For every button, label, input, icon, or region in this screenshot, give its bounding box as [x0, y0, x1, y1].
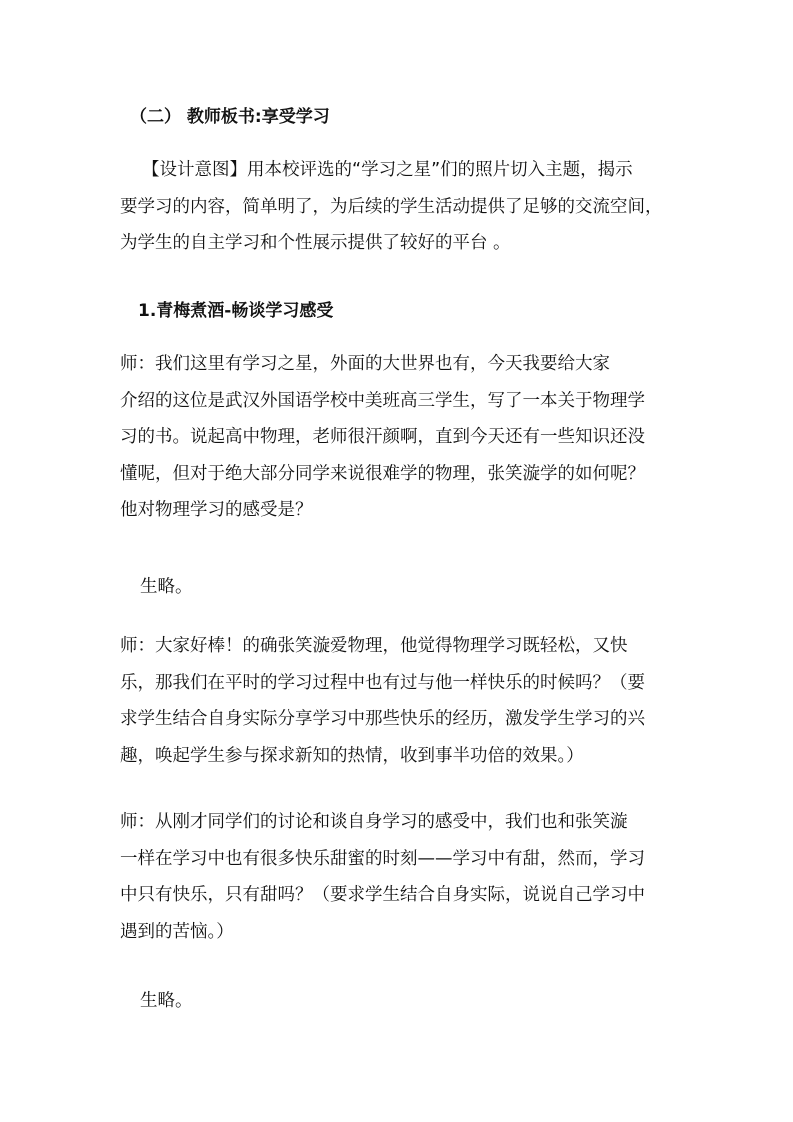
- subheading: 1.青梅煮酒-畅谈学习感受: [138, 301, 334, 321]
- design-intent-line-3: 为学生的自主学习和个性展示提供了较好的平台 。: [120, 233, 511, 253]
- para2-line-3: 求学生结合自身实际分享学习中那些快乐的经历，激发学生学习的兴: [120, 709, 645, 729]
- teacher-paragraph-2: [120, 628, 680, 774]
- student-reply-2: 生略。: [140, 991, 193, 1011]
- para1-line-2: 介绍的这位是武汉外国语学校中美班高三学生，写了一本关于物理学: [120, 390, 645, 411]
- design-intent-line-2: 要学习的内容，简单明了，为后续的学生活动提供了足够的交流空间，: [120, 196, 663, 217]
- teacher-paragraph-3: [120, 804, 680, 950]
- para3-line-4: 遇到的苦恼。）: [120, 921, 234, 942]
- para1-line-3: 习的书。说起高中物理，老师很汗颜啊，直到今天还有一些知识还没: [120, 427, 645, 447]
- para1-line-5: 他对物理学习的感受是？: [120, 500, 313, 520]
- para2-line-1: 师：大家好棒！的确张笑漩爱物理，他觉得物理学习既轻松，又快: [120, 636, 628, 656]
- teacher-paragraph-1: [120, 346, 680, 529]
- para1-line-4: 懂呢，但对于绝大部分同学来说很难学的物理，张笑漩学的如何呢？: [120, 463, 645, 484]
- section-heading: （二） 教师板书:享受学习: [130, 107, 330, 127]
- para3-line-2: 一样在学习中也有很多快乐甜蜜的时刻——学习中有甜，然而，学习: [120, 848, 645, 869]
- para2-line-4: 趣，唤起学生参与探求新知的热情，收到事半功倍的效果。）: [120, 745, 584, 766]
- design-intent-paragraph: [120, 152, 680, 262]
- para2-line-2: 乐，那我们在平时的学习过程中也有过与他一样快乐的时候吗？（要: [120, 672, 645, 693]
- design-intent-line-1: 【设计意图】用本校评选的“学习之星”们的照片切入主题，揭示: [142, 160, 633, 180]
- para3-line-1: 师：从刚才同学们的讨论和谈自身学习的感受中，我们也和张笑漩: [120, 812, 628, 832]
- para3-line-3: 中只有快乐，只有甜吗？（要求学生结合自身实际，说说自己学习中: [120, 885, 645, 905]
- student-reply-1: 生略。: [140, 577, 193, 597]
- para1-line-1: 师：我们这里有学习之星，外面的大世界也有，今天我要给大家: [120, 354, 610, 374]
